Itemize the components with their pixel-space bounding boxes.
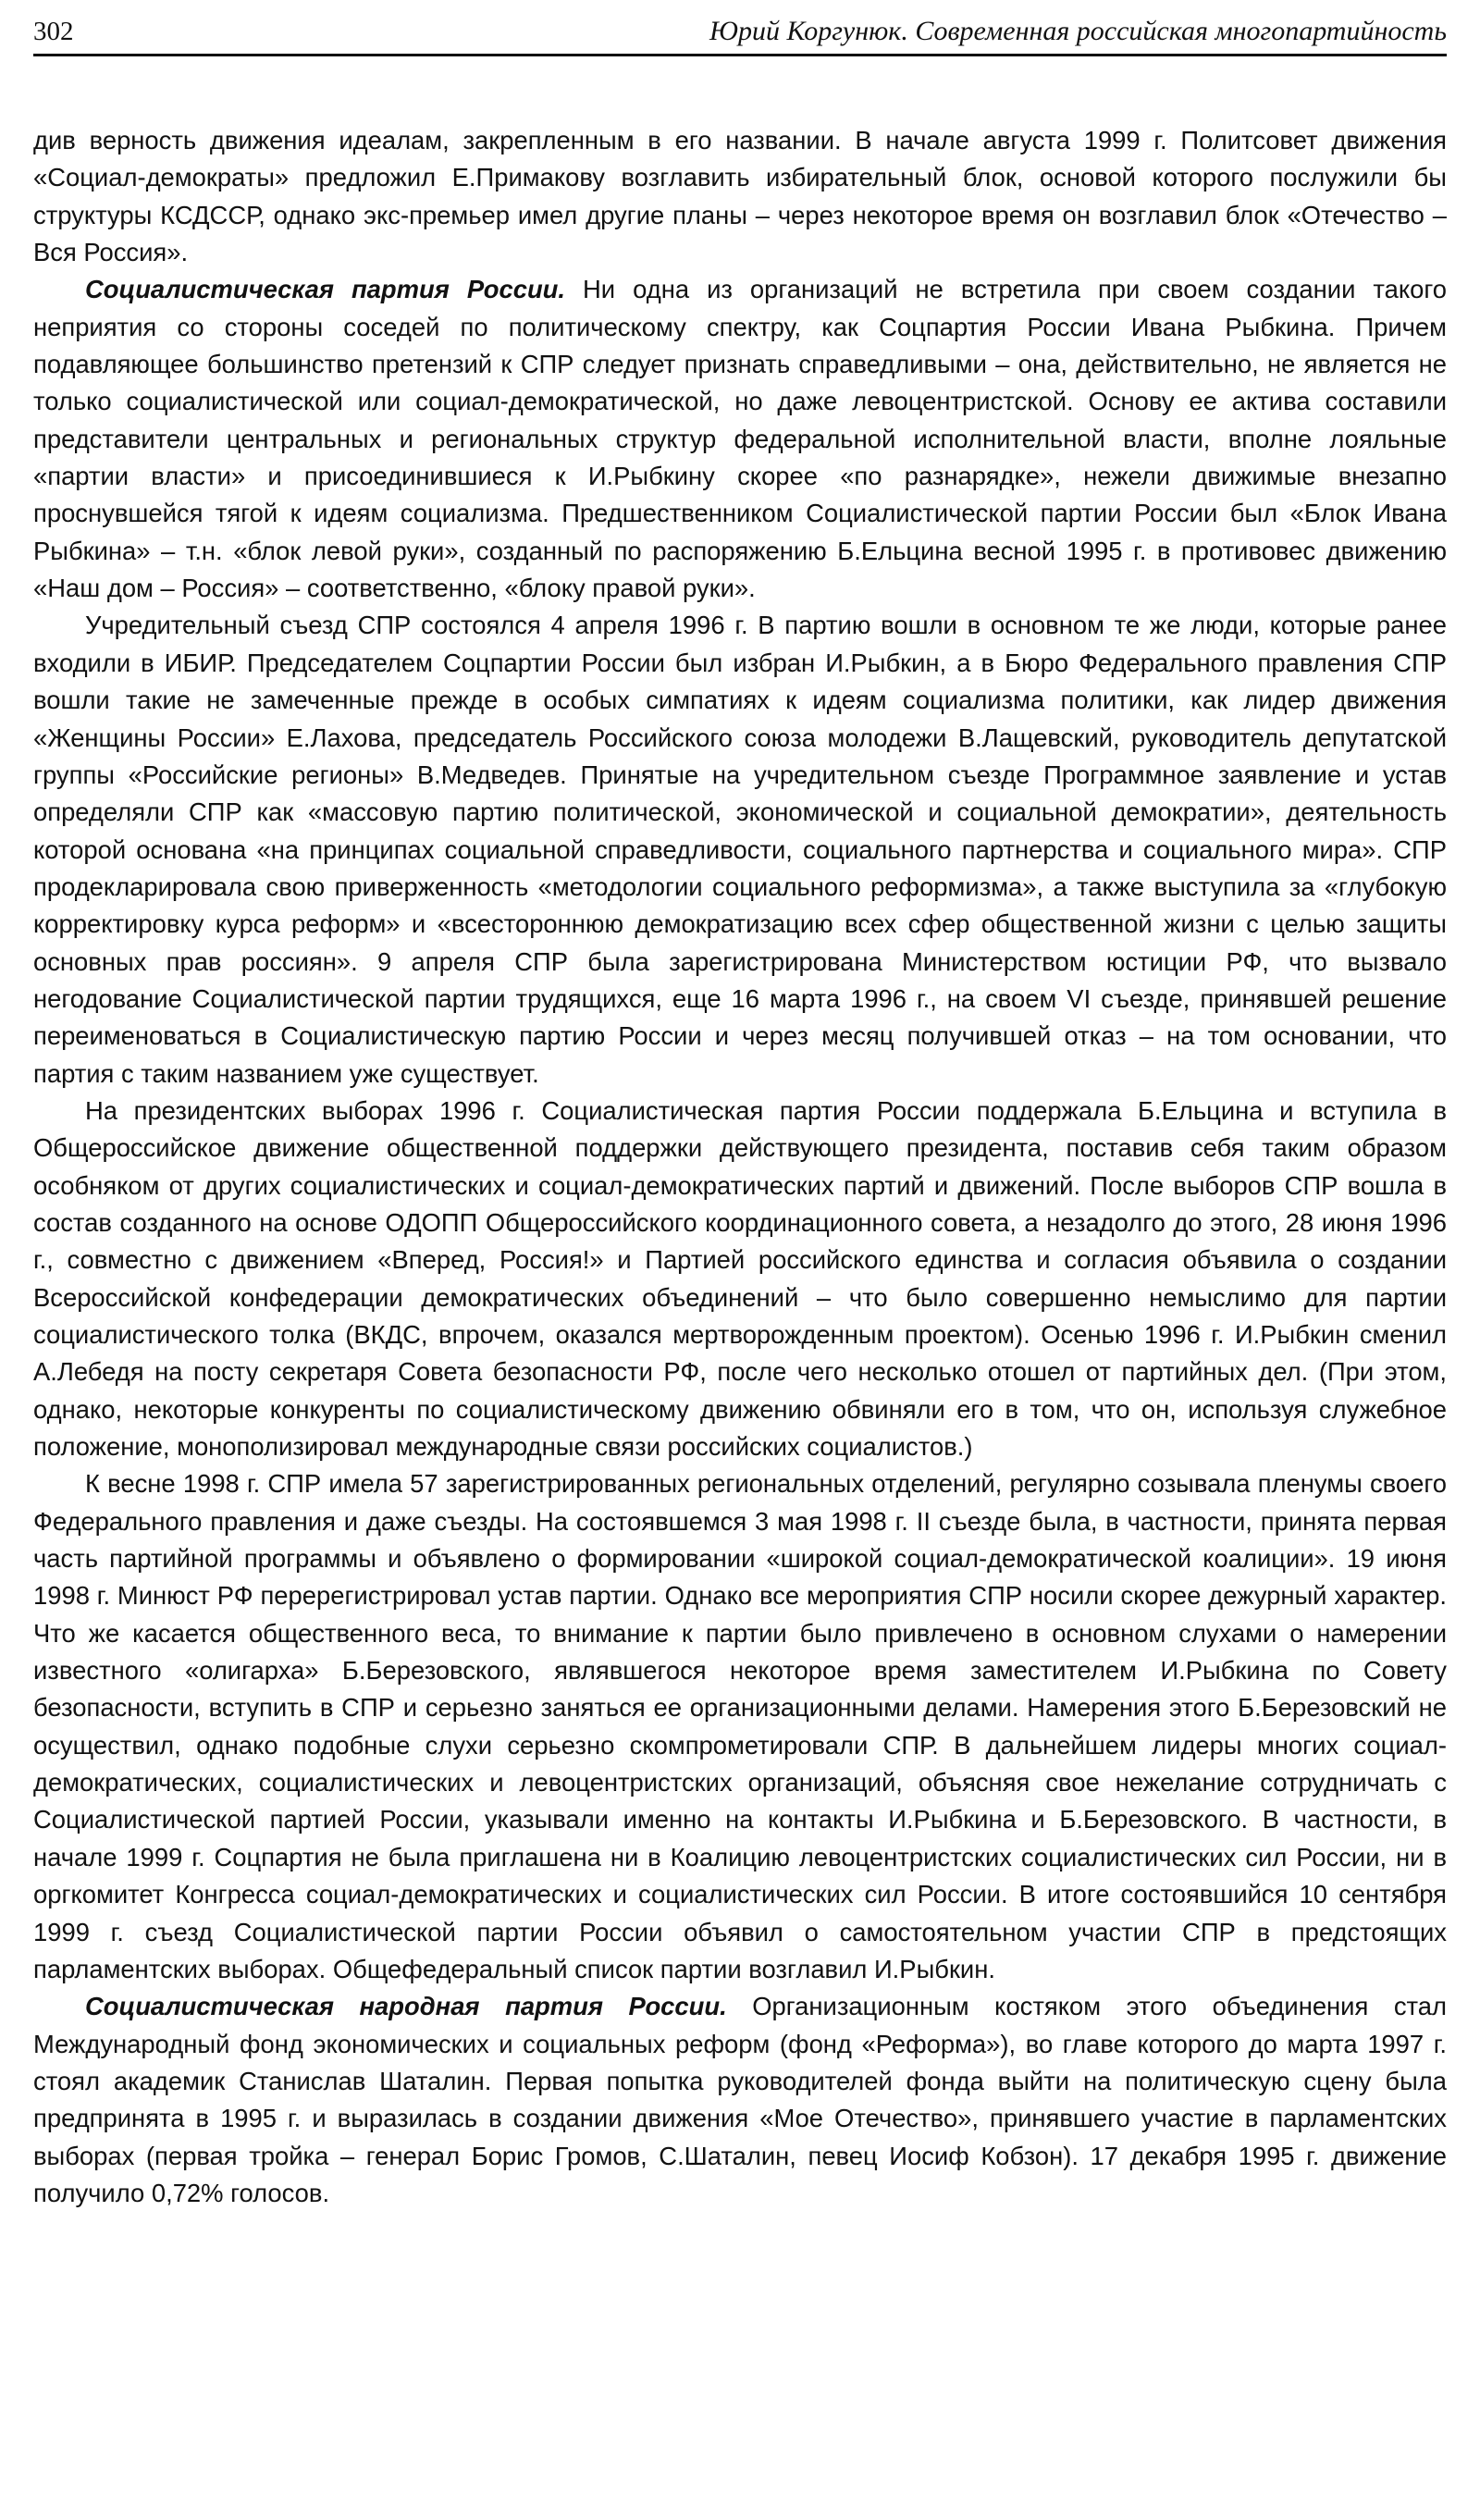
section-heading-spr: Социалистическая партия России. bbox=[85, 275, 566, 304]
paragraph-text: Организационным костяком этого объединения стал Международный фонд экономических и социальных реформ (фонд «Реформа»), во главе которого до марта 1997 г. стоял академик Станислав Шаталин. Первая попытка руководителей фонда выйти на политическую сцену была предпринята в 1995 г. и выразилась в создании движения «Мое Отечество», принявшего участие в парламентских выборах (первая тройка – генерал Борис Громов, С.Шаталин, певец Иосиф Кобзон). 17 декабря 1995 г. движение получило 0,72% голосов. bbox=[33, 1992, 1447, 2207]
paragraph-snpr-section bbox=[33, 1988, 1447, 2212]
section-heading-snpr: Социалистическая народная партия России. bbox=[85, 1992, 727, 2021]
paragraph-text: К весне 1998 г. СПР имела 57 зарегистрированных региональных отделений, регулярно созывала пленумы своего Федерального правления и даже съезды. На состоявшемся 3 мая 1998 г. II съезде была, в частности, принята первая часть партийной программы и объявлено о формировании «широкой социал-демократической коалиции». 19 июня 1998 г. Минюст РФ перерегистрировал устав партии. Однако все мероприятия СПР носили скорее дежурный характер. Что же касается общественного веса, то внимание к партии было привлечено в основном слухами о намерении известного «олигарха» Б.Березовского, являвшегося некоторое время заместителем И.Рыбкина по Совету безопасности, вступить в СПР и серьезно заняться ее организационными делами. Намерения этого Б.Березовский не осуществил, однако подобные слухи серьезно скомпрометировали СПР. В дальнейшем лидеры многих социал-демократических, социалистических и левоцентристских организаций, объясняя свое нежелание сотрудничать с Социалистической партией России, указывали именно на контакты И.Рыбкина и Б.Березовского. В частности, в начале 1999 г. Соцпартия не была приглашена ни в Коалицию левоцентристских социалистических сил России, ни в оргкомитет Конгресса социал-демократических и социалистических сил России. В итоге состоявшийся 10 сентября 1999 г. съезд Социалистической партии России объявил о самостоятельном участии СПР в предстоящих парламентских выборах. Общефедеральный список партии возглавил И.Рыбкин. bbox=[33, 1469, 1447, 1983]
paragraph-text: Учредительный съезд СПР состоялся 4 апреля 1996 г. В партию вошли в основном те же люди, которые ранее входили в ИБИР. Председателем Соцпартии России был избран И.Рыбкин, а в Бюро Федерального правления СПР вошли такие не замеченные прежде в особых симпатиях к идеям социализма политики, как лидер движения «Женщины России» Е.Лахова, председатель Российского союза молодежи В.Лащевский, руководитель депутатской группы «Российские регионы» В.Медведев. Принятые на учредительном съезде Программное заявление и устав определяли СПР как «массовую партию политической, экономической и социальной демократии», деятельность которой основана «на принципах социальной справедливости, социального партнерства и социального мира». СПР продекларировала свою приверженность «методологии социального реформизма», а также выступила за «глубокую корректировку курса реформ» и «всестороннюю демократизацию всех сфер общественной жизни с целью защиты основных прав россиян». 9 апреля СПР была зарегистрирована Министерством юстиции РФ, что вызвало негодование Социалистической партии трудящихся, еще 16 марта 1996 г., на своем VI съезде, принявшей решение переименоваться в Социалистическую партию России и через месяц получившей отказ – на том основании, что партия с таким названием уже существует. bbox=[33, 611, 1447, 1088]
paragraph-founding-congress bbox=[33, 607, 1447, 1092]
paragraph-presidential-elections bbox=[33, 1093, 1447, 1465]
running-header bbox=[33, 9, 1447, 56]
paragraph-text: див верность движения идеалам, закрепленным в его названии. В начале августа 1999 г. Политсовет движения «Социал-демократы» предложил Е.Примакову возглавить избирательный блок, основой которого послужили бы структуры КСДССР, однако экс-премьер имел другие планы – через некоторое время он возглавил блок «Отечество – Вся Россия». bbox=[33, 126, 1447, 267]
paragraph-text: На президентских выборах 1996 г. Социалистическая партия России поддержала Б.Ельцина и вступила в Общероссийское движение общественной поддержки действующего президента, поставив себя таким образом особняком от других социалистических и социал-демократических партий и движений. После выборов СПР вошла в состав созданного на основе ОДОПП Общероссийского координационного совета, а незадолго до этого, 28 июня 1996 г., совместно с движением «Вперед, Россия!» и Партией российского единства и согласия объявила о создании Всероссийской конфедерации демократических объединений – что было совершенно немыслимо для партии социалистического толка (ВКДС, впрочем, оказался мертворожденным проектом). Осенью 1996 г. И.Рыбкин сменил А.Лебедя на посту секретаря Совета безопасности РФ, после чего несколько отошел от партийных дел. (При этом, однако, некоторые конкуренты по социалистическому движению обвиняли его в том, что он, используя служебное положение, монополизировал международные связи российских социалистов.) bbox=[33, 1095, 1447, 1462]
paragraph-text: Ни одна из организаций не встретила при своем создании такого неприятия со стороны соседей по политическому спектру, как Соцпартия России Ивана Рыбкина. Причем подавляющее большинство претензий к СПР следует признать справедливыми – она, действительно, не является не только социалистической или социал-демократической, но даже левоцентристской. Основу ее актива составили представители центральных и региональных структур федеральной исполнительной власти, вполне лояльные «партии власти» и присоединившиеся к И.Рыбкину скорее «по разнарядке», нежели движимые внезапно проснувшейся тягой к идеям социализма. Предшественником Социалистической партии России был «Блок Ивана Рыбкина» – т.н. «блок левой руки», созданный по распоряжению Б.Ельцина весной 1995 г. в противовес движению «Наш дом – Россия» – соответственно, «блоку правой руки». bbox=[33, 275, 1447, 603]
paragraph-continued bbox=[33, 122, 1447, 271]
body-text bbox=[33, 122, 1447, 2212]
book-page bbox=[33, 0, 1447, 2520]
running-title: Юрий Коргунюк. Современная российская многопартийность bbox=[709, 16, 1447, 46]
page-number: 302 bbox=[33, 17, 74, 46]
paragraph-spr-section bbox=[33, 271, 1447, 607]
paragraph-spring-1998 bbox=[33, 1465, 1447, 1988]
